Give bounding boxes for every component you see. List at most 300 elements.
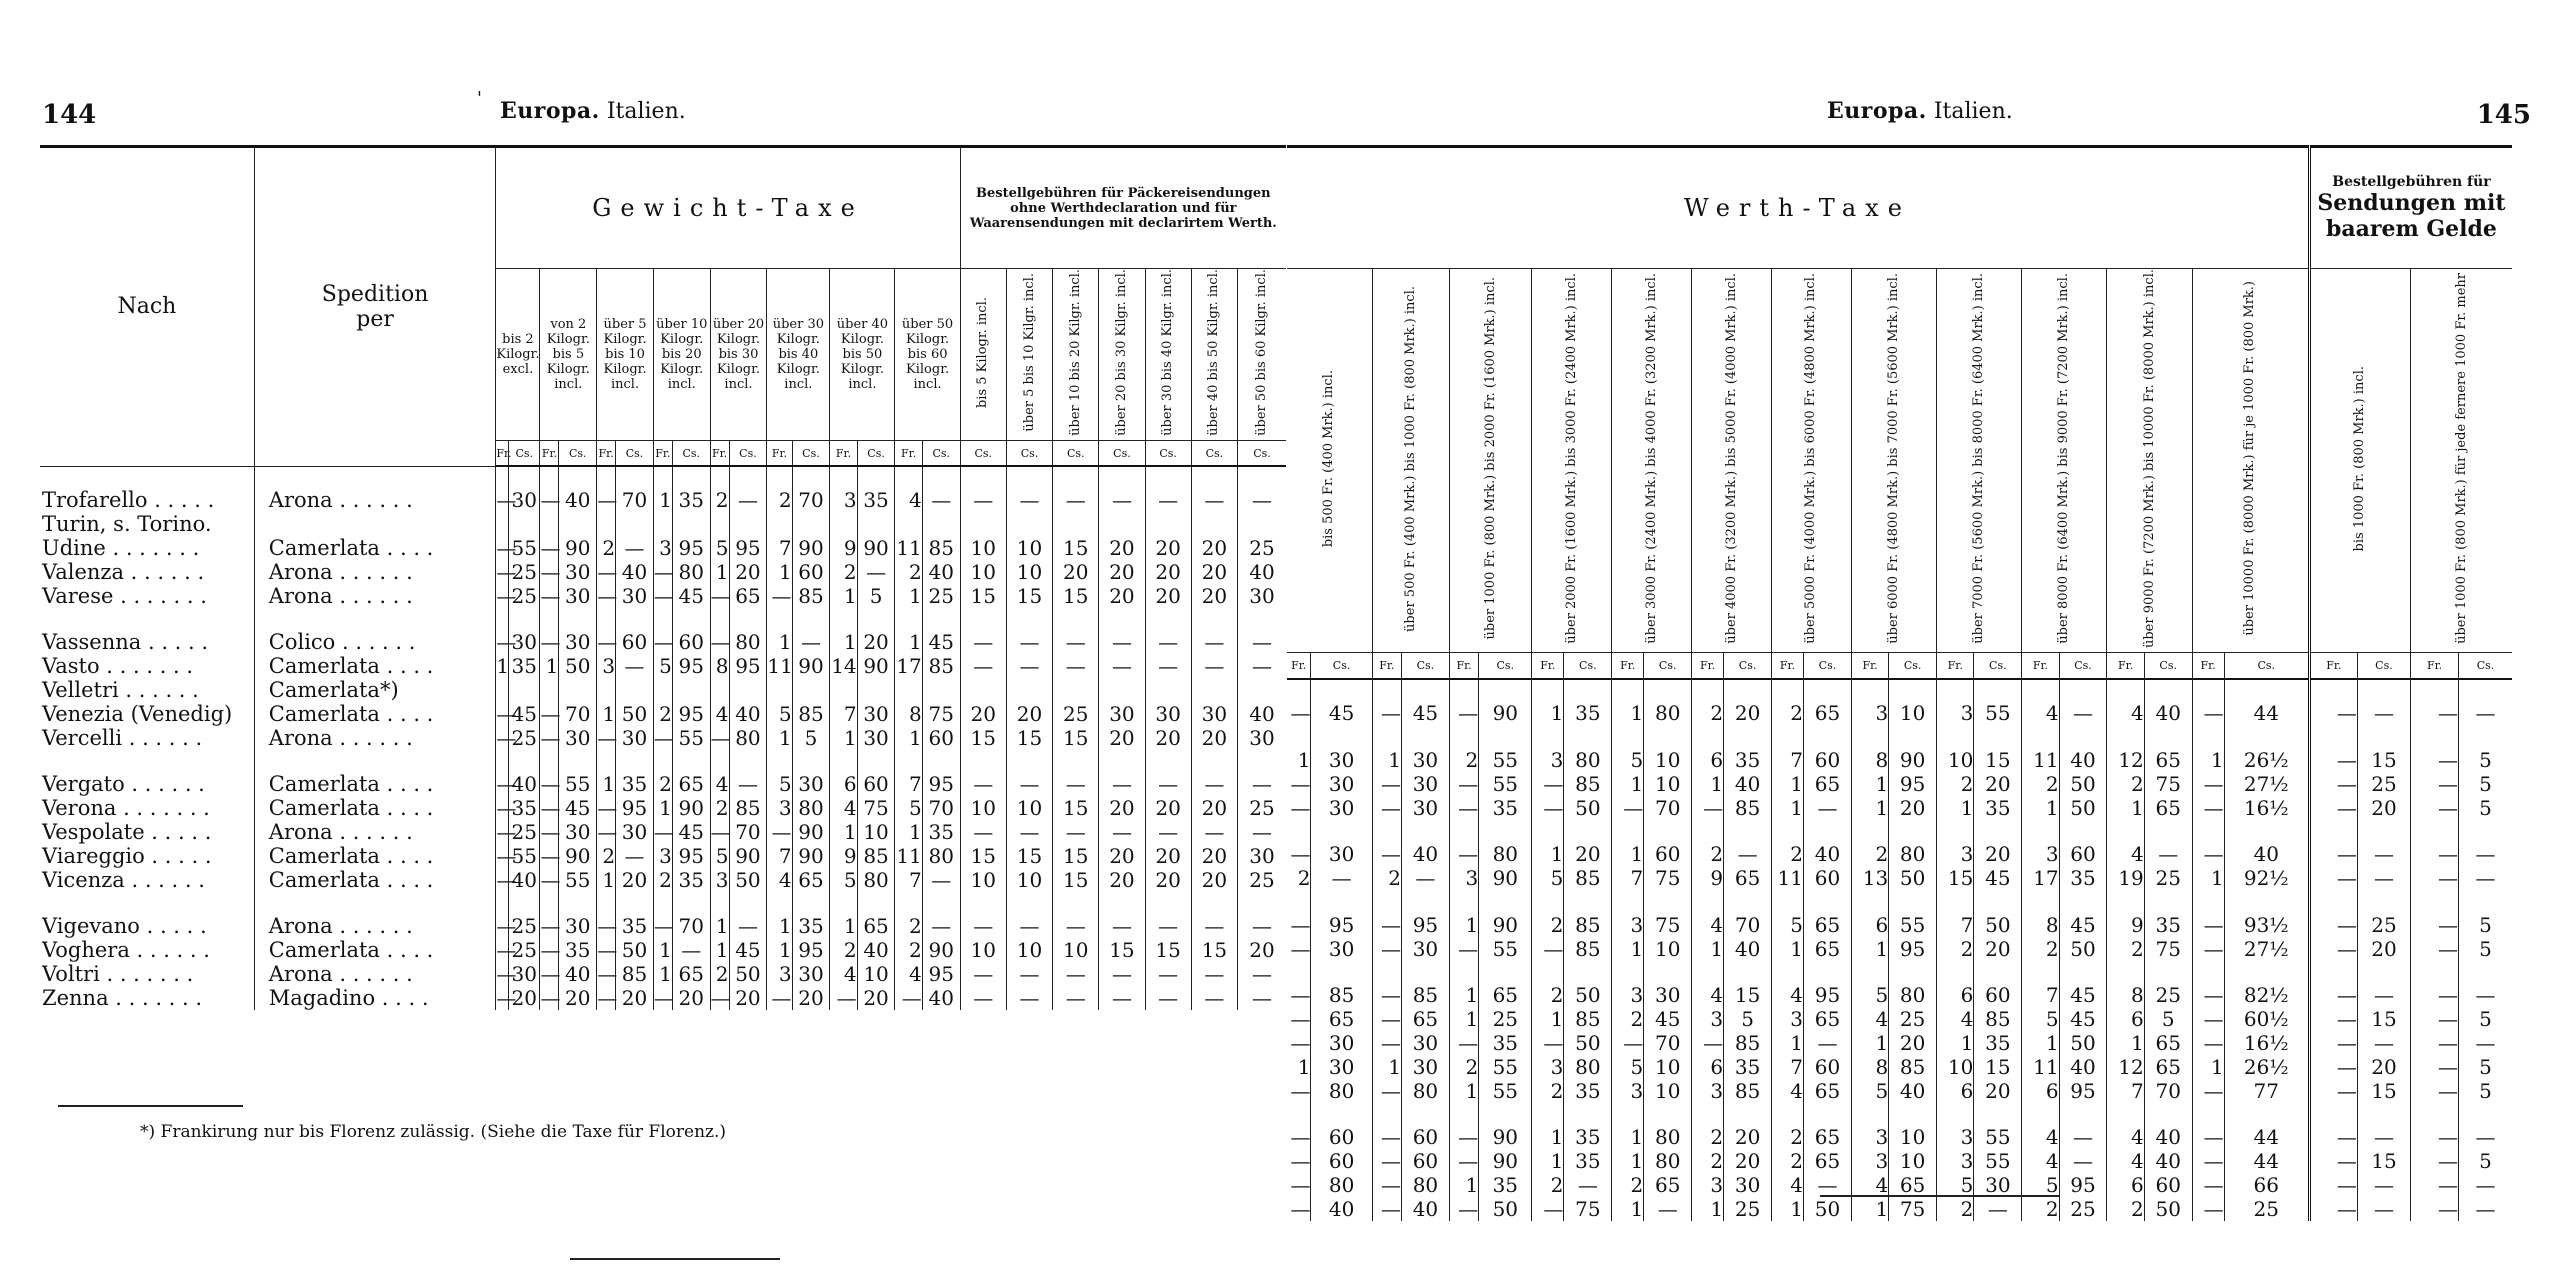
rate-cell: 5 bbox=[2459, 913, 2513, 937]
print-mark: ' bbox=[477, 88, 482, 109]
running-head-rest: Italien. bbox=[1933, 99, 2013, 124]
rate-cell: 85 bbox=[1724, 796, 1772, 820]
rate-cell: 1 bbox=[1372, 1055, 1401, 1079]
rate-cell bbox=[1287, 890, 1311, 913]
gewicht-col-header: über 20 Kilogr. bis 30 Kilogr. incl. bbox=[710, 269, 767, 441]
rate-cell: — bbox=[767, 820, 792, 844]
rate-cell: 3 bbox=[1937, 1125, 1974, 1149]
rate-cell bbox=[2411, 725, 2459, 748]
rate-cell: 15 bbox=[960, 844, 1006, 868]
rate-cell: 95 bbox=[672, 654, 710, 678]
rate-cell: 3 bbox=[1937, 1149, 1974, 1173]
rate-cell: 1 bbox=[1851, 1031, 1888, 1055]
rate-cell: 45 bbox=[2059, 913, 2107, 937]
unit-fr: Fr. bbox=[1532, 653, 1564, 679]
rate-cell: 3 bbox=[1532, 748, 1564, 772]
unit-cs: Cs. bbox=[857, 440, 895, 466]
rate-cell: 80 bbox=[1564, 1055, 1612, 1079]
rate-cell: 3 bbox=[1692, 1173, 1724, 1197]
table-row bbox=[40, 938, 1286, 962]
rate-cell: 1 bbox=[1937, 796, 1974, 820]
rate-cell: 7 bbox=[2022, 983, 2059, 1007]
rate-cell: — bbox=[540, 986, 561, 1011]
rate-cell: 85 bbox=[922, 654, 960, 678]
spedition: Arona . . . . . . bbox=[254, 584, 496, 608]
rate-cell: 15 bbox=[2357, 748, 2410, 772]
rate-cell: 30 bbox=[616, 726, 654, 750]
rate-cell: 55 bbox=[1479, 1055, 1532, 1079]
rate-cell bbox=[653, 678, 672, 702]
rate-cell: 9 bbox=[1692, 866, 1724, 890]
rate-cell bbox=[1449, 890, 1478, 913]
rate-cell: — bbox=[496, 868, 517, 893]
rate-cell: 25 bbox=[2357, 913, 2410, 937]
rate-cell: 95 bbox=[672, 844, 710, 868]
rate-cell: — bbox=[2357, 866, 2410, 890]
rate-cell: 30 bbox=[1191, 702, 1237, 726]
rate-cell: — bbox=[1449, 1149, 1478, 1173]
rate-cell: — bbox=[1449, 796, 1478, 820]
rate-cell: 5 bbox=[2459, 796, 2513, 820]
rate-cell: 65 bbox=[1804, 701, 1852, 725]
rate-cell: 4 bbox=[2107, 1149, 2144, 1173]
rate-cell: — bbox=[1372, 1125, 1401, 1149]
rate-cell: 4 bbox=[2022, 1125, 2059, 1149]
rate-cell: 10 bbox=[1937, 1055, 1974, 1079]
rate-cell: 85 bbox=[729, 796, 767, 820]
rate-cell: — bbox=[1191, 630, 1237, 654]
destination: Zenna . . . . . . . bbox=[42, 986, 203, 1011]
rate-cell: — bbox=[653, 560, 674, 585]
rate-cell: — bbox=[2459, 983, 2513, 1007]
unit-cs: Cs. bbox=[1237, 440, 1286, 466]
rate-cell: 3 bbox=[653, 536, 672, 560]
rate-cell: — bbox=[496, 584, 517, 609]
unit-fr: Fr. bbox=[2309, 653, 2357, 679]
rate-cell: 75 bbox=[857, 796, 895, 820]
rate-cell: 1 bbox=[1297, 1054, 1311, 1079]
rate-cell: 30 bbox=[1311, 772, 1372, 796]
spedition: Camerlata . . . . bbox=[254, 702, 496, 726]
rate-cell: 30 bbox=[1311, 748, 1372, 772]
rate-cell bbox=[1401, 725, 1449, 748]
rate-cell: — bbox=[1290, 771, 1311, 796]
rate-cell: 20 bbox=[1889, 1031, 1937, 1055]
rate-cell: — bbox=[616, 654, 654, 678]
rate-cell: 44 bbox=[2224, 701, 2309, 725]
rate-cell: 20 bbox=[857, 986, 895, 1010]
rate-cell: 4 bbox=[2107, 842, 2144, 866]
rate-cell: 15 bbox=[1053, 726, 1099, 750]
rate-cell: — bbox=[2192, 983, 2224, 1007]
rate-cell: 65 bbox=[2144, 1055, 2192, 1079]
rate-cell: 2 bbox=[830, 560, 857, 584]
rate-cell: 2 bbox=[1772, 842, 1804, 866]
rate-cell: 1 bbox=[895, 726, 922, 750]
rate-cell: — bbox=[960, 630, 1006, 654]
rate-cell bbox=[1372, 890, 1401, 913]
rate-cell: 55 bbox=[1974, 1149, 2022, 1173]
rate-cell: — bbox=[1145, 772, 1191, 796]
rate-cell bbox=[1889, 725, 1937, 748]
rate-cell: 50 bbox=[2059, 796, 2107, 820]
rate-cell: — bbox=[2411, 1055, 2459, 1079]
rate-cell: 50 bbox=[2144, 1197, 2192, 1221]
rate-cell: 5 bbox=[2459, 748, 2513, 772]
rate-cell: 30 bbox=[1401, 1055, 1449, 1079]
bestell-paket-title: Bestellgebühren für Päckereisendungen ohne Werthdeclaration und für Waarensendungen mit declarirtem Werth. bbox=[960, 147, 1286, 269]
rate-cell bbox=[1053, 512, 1099, 536]
rate-cell: — bbox=[2357, 983, 2410, 1007]
rate-cell: 40 bbox=[508, 772, 540, 796]
spedition: Arona . . . . . . bbox=[254, 560, 496, 584]
rate-cell: — bbox=[710, 630, 731, 655]
rate-cell: 1 bbox=[1772, 1197, 1804, 1221]
destination: Vespolate . . . . . bbox=[42, 820, 212, 845]
rate-cell: 60 bbox=[1401, 1149, 1449, 1173]
rate-cell: — bbox=[2411, 1007, 2459, 1031]
destination: Voghera . . . . . . bbox=[42, 938, 210, 963]
rate-cell: 65 bbox=[1804, 1079, 1852, 1103]
rate-cell: 1 bbox=[2107, 796, 2144, 820]
rate-cell: — bbox=[2459, 866, 2513, 890]
rate-cell: 3 bbox=[597, 654, 616, 678]
table-row bbox=[1287, 937, 2512, 961]
werth-col-label: über 500 Fr. (400 Mrk.) bis 1000 Fr. (800 Mrk.) incl. bbox=[1402, 285, 1418, 632]
rate-cell: 3 bbox=[1449, 866, 1478, 890]
unit-cs: Cs. bbox=[2224, 653, 2309, 679]
rate-cell: 85 bbox=[1564, 772, 1612, 796]
rate-cell: 50 bbox=[2059, 772, 2107, 796]
rate-cell: — bbox=[2309, 1197, 2357, 1221]
rate-cell: — bbox=[710, 584, 731, 609]
rate-cell bbox=[597, 512, 616, 536]
rate-cell: 5 bbox=[767, 702, 792, 726]
destination: Valenza . . . . . . bbox=[42, 560, 205, 585]
rate-cell: 1 bbox=[1449, 913, 1478, 937]
rate-cell: 2 bbox=[1297, 865, 1311, 890]
rate-cell: 10 bbox=[1006, 796, 1052, 820]
gewicht-col-header: über 40 Kilogr. bis 50 Kilogr. incl. bbox=[830, 269, 895, 441]
rate-cell: — bbox=[496, 772, 517, 797]
rate-cell: 50 bbox=[1974, 913, 2022, 937]
unit-cs: Cs. bbox=[792, 440, 830, 466]
rate-cell: 1 bbox=[2192, 1055, 2224, 1079]
rate-cell: — bbox=[1099, 630, 1145, 654]
rate-cell: 85 bbox=[1564, 866, 1612, 890]
rate-cell: 2 bbox=[1772, 701, 1804, 725]
rate-cell: — bbox=[1191, 914, 1237, 938]
rate-cell: 15 bbox=[1053, 536, 1099, 560]
rate-cell: — bbox=[653, 986, 674, 1011]
rate-cell: 3 bbox=[653, 844, 672, 868]
werth-col-header bbox=[1287, 269, 1372, 653]
rate-cell bbox=[830, 512, 857, 536]
rate-cell: 20 bbox=[729, 560, 767, 584]
rate-cell: 2 bbox=[1612, 1173, 1644, 1197]
rate-cell: 1 bbox=[767, 726, 792, 750]
rate-cell: 6 bbox=[1937, 983, 1974, 1007]
rate-cell bbox=[1692, 890, 1724, 913]
werth-col-header bbox=[1772, 269, 1852, 653]
table-row bbox=[1287, 1125, 2512, 1149]
rate-cell bbox=[2144, 725, 2192, 748]
rate-cell: 15 bbox=[1724, 983, 1772, 1007]
rate-cell bbox=[1851, 890, 1888, 913]
rate-cell: — bbox=[1290, 700, 1311, 725]
rate-cell bbox=[1937, 725, 1974, 748]
rate-cell: — bbox=[540, 536, 561, 561]
rate-cell: 1 bbox=[830, 630, 857, 654]
table-row bbox=[1287, 701, 2512, 725]
rate-cell: 20 bbox=[729, 986, 767, 1010]
rate-cell: 75 bbox=[2144, 937, 2192, 961]
rate-cell: 35 bbox=[1564, 1079, 1612, 1103]
rate-cell: 85 bbox=[1311, 983, 1372, 1007]
rate-cell: — bbox=[2059, 1149, 2107, 1173]
rate-cell: 55 bbox=[1974, 701, 2022, 725]
rate-cell: 60 bbox=[1644, 842, 1692, 866]
rate-cell: 1 bbox=[895, 820, 922, 844]
rate-cell: — bbox=[1006, 986, 1052, 1010]
unit-fr: Fr. bbox=[1851, 653, 1888, 679]
rate-cell: 30 bbox=[616, 584, 654, 608]
rate-cell: 1 bbox=[1772, 1031, 1804, 1055]
rate-cell: 1 bbox=[1612, 1149, 1644, 1173]
rate-cell bbox=[2459, 725, 2513, 748]
rate-cell: 1 bbox=[1532, 1149, 1564, 1173]
rate-cell: — bbox=[1974, 1197, 2022, 1221]
table-row bbox=[40, 654, 1286, 678]
rate-cell: 40 bbox=[559, 962, 597, 986]
gewicht-col-header: von 2 Kilogr. bis 5 Kilogr. incl. bbox=[540, 269, 597, 441]
rate-cell: 25 bbox=[1889, 1007, 1937, 1031]
rate-cell: 10 bbox=[1889, 1149, 1937, 1173]
rate-cell: 20 bbox=[1145, 844, 1191, 868]
rate-cell: — bbox=[1532, 796, 1564, 820]
rate-cell: — bbox=[2059, 701, 2107, 725]
werth-col-label: über 5000 Fr. (4000 Mrk.) bis 6000 Fr. (4800 Mrk.) incl. bbox=[1803, 273, 1819, 644]
rate-cell: 2 bbox=[1692, 1149, 1724, 1173]
werth-col-label: über 10000 Fr. (8000 Mrk.) für je 1000 Fr. (800 Mrk.) bbox=[2242, 281, 2258, 636]
rate-cell: 11 bbox=[896, 536, 922, 561]
rate-cell: 30 bbox=[1724, 1173, 1772, 1197]
rate-cell: 20 bbox=[1191, 868, 1237, 892]
rate-cell: 11 bbox=[767, 654, 793, 679]
rate-cell: 1 bbox=[1772, 796, 1804, 820]
unit-fr: Fr. bbox=[2022, 653, 2059, 679]
table-row bbox=[40, 772, 1286, 796]
rate-cell: 82½ bbox=[2224, 983, 2309, 1007]
rate-cell: — bbox=[1053, 772, 1099, 796]
rate-cell: 6 bbox=[2022, 1079, 2059, 1103]
rate-cell: — bbox=[1053, 820, 1099, 844]
rate-cell: 4 bbox=[2107, 701, 2144, 725]
rate-cell: 15 bbox=[2357, 1007, 2410, 1031]
rate-cell: 95 bbox=[672, 536, 710, 560]
spedition: Arona . . . . . . bbox=[254, 820, 496, 844]
rate-cell: 30 bbox=[1401, 937, 1449, 961]
rate-cell: — bbox=[1372, 796, 1401, 820]
unit-fr: Fr. bbox=[2192, 653, 2224, 679]
rate-cell: 50 bbox=[1564, 983, 1612, 1007]
rate-cell: — bbox=[2411, 866, 2459, 890]
rate-cell: 35 bbox=[508, 796, 540, 820]
rate-cell bbox=[2411, 890, 2459, 913]
rate-cell: 95 bbox=[922, 772, 960, 796]
rate-cell: 40 bbox=[1804, 842, 1852, 866]
rate-cell: 1 bbox=[1532, 842, 1564, 866]
rate-cell: — bbox=[1145, 654, 1191, 678]
spedition: Camerlata*) bbox=[254, 678, 496, 702]
rate-cell bbox=[857, 512, 895, 536]
rate-cell: 1 bbox=[1532, 701, 1564, 725]
rate-cell: 45 bbox=[508, 702, 540, 726]
rate-cell bbox=[653, 512, 672, 536]
rate-cell: 80 bbox=[1479, 842, 1532, 866]
rate-cell: 85 bbox=[1564, 1007, 1612, 1031]
rate-cell: 20 bbox=[1191, 844, 1237, 868]
rate-cell: — bbox=[2192, 1031, 2224, 1055]
rate-cell: 1 bbox=[710, 914, 729, 938]
rate-cell: 30 bbox=[792, 962, 830, 986]
rate-cell: 65 bbox=[672, 962, 710, 986]
rate-cell: — bbox=[1237, 654, 1286, 678]
rate-cell: 80 bbox=[1564, 748, 1612, 772]
rate-cell: 55 bbox=[508, 536, 540, 560]
rate-cell: 50 bbox=[616, 938, 654, 962]
rate-cell: 11 bbox=[2022, 748, 2059, 772]
rate-cell: 65 bbox=[1644, 1173, 1692, 1197]
rate-cell: 1 bbox=[1297, 747, 1311, 772]
rate-cell: 30 bbox=[1237, 726, 1286, 750]
rate-cell bbox=[597, 678, 616, 702]
rate-cell: — bbox=[857, 560, 895, 584]
rate-cell: 25 bbox=[508, 726, 540, 750]
rate-cell: 15 bbox=[1099, 938, 1145, 962]
bestell-paket-col-label: über 20 bis 30 Kilgr. incl. bbox=[1113, 269, 1129, 436]
rate-cell: 65 bbox=[1804, 772, 1852, 796]
rate-cell: — bbox=[2411, 772, 2459, 796]
rate-cell: 30 bbox=[1644, 983, 1692, 1007]
rate-cell bbox=[1889, 890, 1937, 913]
rate-cell: 60 bbox=[1311, 1125, 1372, 1149]
spedition: Camerlata . . . . bbox=[254, 536, 496, 560]
rate-cell bbox=[2192, 725, 2224, 748]
rate-cell: — bbox=[2357, 1031, 2410, 1055]
rate-cell: 5 bbox=[1851, 1079, 1888, 1103]
rate-cell: 10 bbox=[1644, 1055, 1692, 1079]
rate-cell: 10 bbox=[960, 796, 1006, 820]
rate-cell: — bbox=[1372, 1031, 1401, 1055]
rate-cell bbox=[1237, 678, 1286, 702]
rate-cell: 40 bbox=[559, 488, 597, 512]
rate-cell: — bbox=[2357, 701, 2410, 725]
rate-cell: 4 bbox=[1692, 983, 1724, 1007]
destination: Vigevano . . . . . bbox=[42, 914, 207, 939]
rate-cell: 50 bbox=[1564, 796, 1612, 820]
rate-cell: — bbox=[1191, 772, 1237, 796]
unit-cs: Cs. bbox=[922, 440, 960, 466]
rate-cell: — bbox=[729, 488, 767, 512]
table-row bbox=[1287, 1197, 2512, 1221]
rate-cell: 4 bbox=[2022, 701, 2059, 725]
rate-cell: 17 bbox=[896, 654, 922, 679]
rate-cell: 1 bbox=[1449, 1173, 1478, 1197]
rate-cell: 30 bbox=[1311, 796, 1372, 820]
rate-cell: 1 bbox=[1612, 842, 1644, 866]
rate-cell: 85 bbox=[922, 536, 960, 560]
rate-cell: 20 bbox=[1145, 584, 1191, 608]
destination: Voltri . . . . . . . bbox=[42, 962, 194, 987]
rate-cell: 80 bbox=[792, 796, 830, 820]
rate-cell: 60 bbox=[2144, 1173, 2192, 1197]
rate-cell: 20 bbox=[2357, 1055, 2410, 1079]
rate-cell: 1 bbox=[1692, 937, 1724, 961]
rate-cell: 30 bbox=[1145, 702, 1191, 726]
rate-cell: — bbox=[1372, 1079, 1401, 1103]
gewicht-col-header: über 30 Kilogr. bis 40 Kilogr. incl. bbox=[767, 269, 830, 441]
rate-cell: 85 bbox=[857, 844, 895, 868]
rate-cell: 30 bbox=[559, 914, 597, 938]
left-tariff-table bbox=[40, 145, 1286, 1010]
spedition: Camerlata . . . . bbox=[254, 844, 496, 868]
rate-cell: — bbox=[1644, 1197, 1692, 1221]
rate-cell: — bbox=[1290, 841, 1311, 866]
rate-cell: 70 bbox=[792, 488, 830, 512]
rate-cell: 10 bbox=[857, 820, 895, 844]
rate-cell: 2 bbox=[2107, 772, 2144, 796]
rate-cell: 65 bbox=[857, 914, 895, 938]
rate-cell: 10 bbox=[960, 868, 1006, 892]
rate-cell: 25 bbox=[1053, 702, 1099, 726]
rate-cell: — bbox=[1290, 1006, 1311, 1031]
table-row bbox=[40, 796, 1286, 820]
rate-cell: 20 bbox=[1724, 1149, 1772, 1173]
rate-cell: 3 bbox=[1851, 701, 1888, 725]
rate-cell: 60 bbox=[616, 630, 654, 654]
rate-cell: 40 bbox=[729, 702, 767, 726]
rate-cell: 20 bbox=[1974, 937, 2022, 961]
rate-cell: 1 bbox=[597, 772, 616, 796]
rate-cell: 4 bbox=[1692, 913, 1724, 937]
rate-cell: 10 bbox=[857, 962, 895, 986]
rate-cell: 1 bbox=[653, 488, 672, 512]
rate-cell: 30 bbox=[1311, 1031, 1372, 1055]
rate-cell: 25 bbox=[2059, 1197, 2107, 1221]
rate-cell: — bbox=[2309, 1031, 2357, 1055]
rate-cell bbox=[1311, 890, 1372, 913]
unit-fr: Fr. bbox=[597, 440, 616, 466]
rate-cell: 65 bbox=[1479, 983, 1532, 1007]
rate-cell: — bbox=[496, 962, 517, 987]
rate-cell: 3 bbox=[1937, 842, 1974, 866]
unit-cs: Cs. bbox=[1804, 653, 1852, 679]
rate-cell: — bbox=[597, 630, 618, 655]
table-row bbox=[40, 630, 1286, 654]
werth-col-header bbox=[1449, 269, 1532, 653]
rate-cell: — bbox=[1612, 1031, 1644, 1055]
rate-cell: 35 bbox=[1479, 1173, 1532, 1197]
rate-cell: 95 bbox=[729, 654, 767, 678]
rate-cell: — bbox=[597, 726, 618, 751]
rate-cell: 65 bbox=[672, 772, 710, 796]
rate-cell: 70 bbox=[729, 820, 767, 844]
rate-cell: 5 bbox=[1851, 983, 1888, 1007]
unit-cs: Cs. bbox=[2357, 653, 2410, 679]
rate-cell: — bbox=[2357, 1173, 2410, 1197]
rate-cell: 35 bbox=[559, 938, 597, 962]
